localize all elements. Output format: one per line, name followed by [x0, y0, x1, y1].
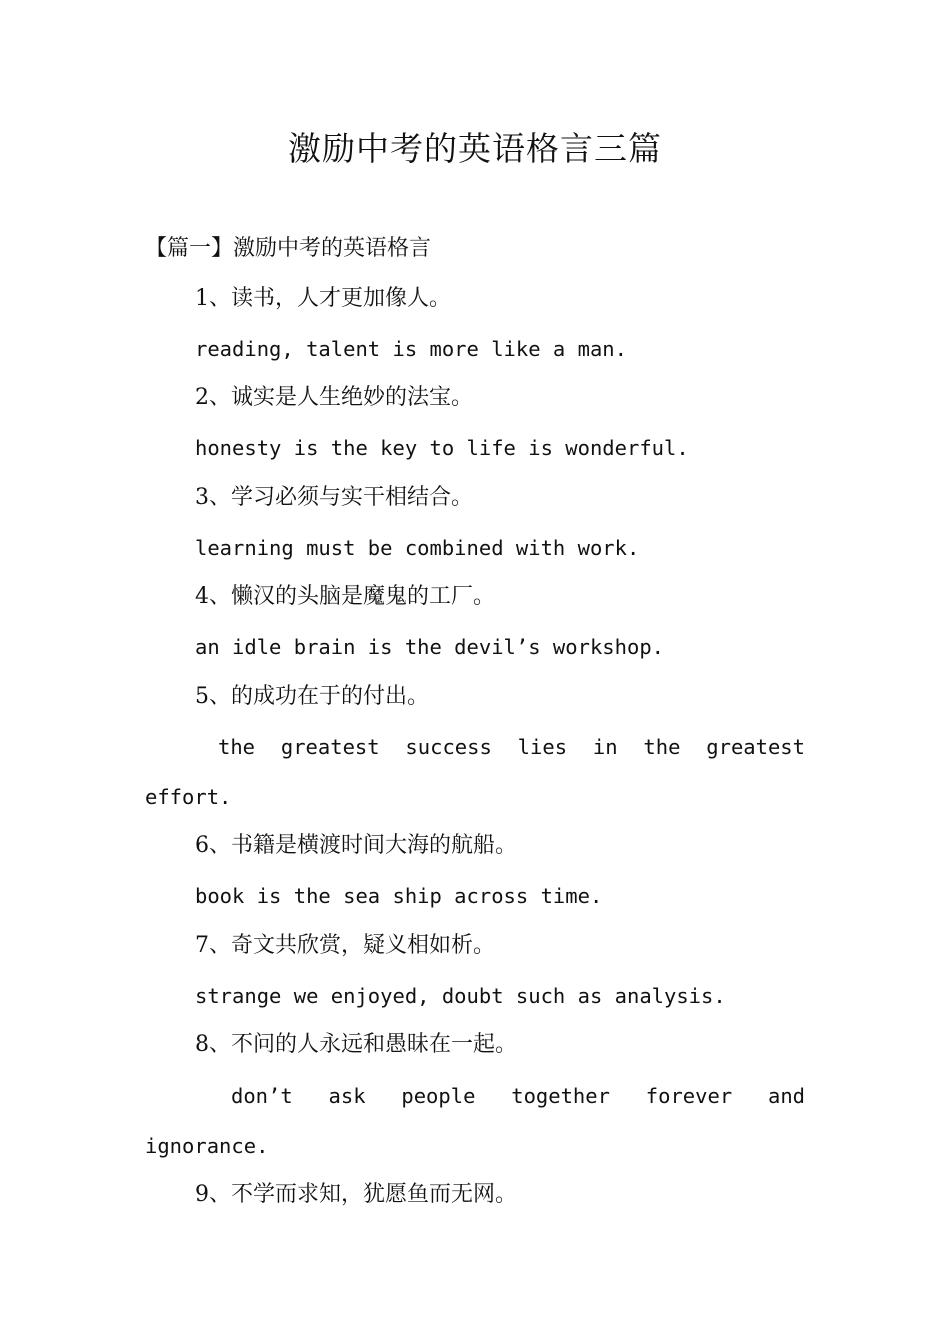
item-en-8: [145, 1071, 805, 1171]
item-en-4: an idle brain is the devil’s workshop.: [195, 635, 664, 659]
item-zh-6: 6、书籍是横渡时间大海的航船。: [195, 833, 517, 858]
item-en-5-line2: effort.: [145, 785, 232, 809]
item-en-3: learning must be combined with work.: [195, 536, 640, 560]
item-zh-9: 9、不学而求知，犹愿鱼而无网。: [195, 1182, 517, 1207]
item-en-2: honesty is the key to life is wonderful.: [195, 436, 689, 460]
item-en-8-line1: don’t ask people together forever and: [231, 1084, 805, 1108]
item-en-8-line2: ignorance.: [145, 1134, 269, 1158]
section-heading: 【篇一】激励中考的英语格言: [145, 236, 432, 261]
item-en-5-line1: the greatest success lies in the greatest: [218, 735, 805, 759]
page-title: 激励中考的英语格言三篇: [288, 129, 662, 168]
item-en-7: strange we enjoyed, doubt such as analysis.: [195, 984, 726, 1008]
item-zh-4: 4、懒汉的头脑是魔鬼的工厂。: [195, 584, 495, 609]
item-zh-2: 2、诚实是人生绝妙的法宝。: [195, 385, 473, 410]
item-en-5: [145, 722, 805, 822]
item-zh-3: 3、学习必须与实干相结合。: [195, 485, 473, 510]
item-zh-7: 7、奇文共欣赏，疑义相如析。: [195, 933, 495, 958]
item-en-6: book is the sea ship across time.: [195, 884, 603, 908]
item-zh-1: 1、读书，人才更加像人。: [195, 286, 451, 311]
item-en-1: reading, talent is more like a man.: [195, 337, 627, 361]
item-zh-8: 8、不问的人永远和愚昧在一起。: [195, 1032, 517, 1057]
item-zh-5: 5、的成功在于的付出。: [195, 684, 429, 709]
